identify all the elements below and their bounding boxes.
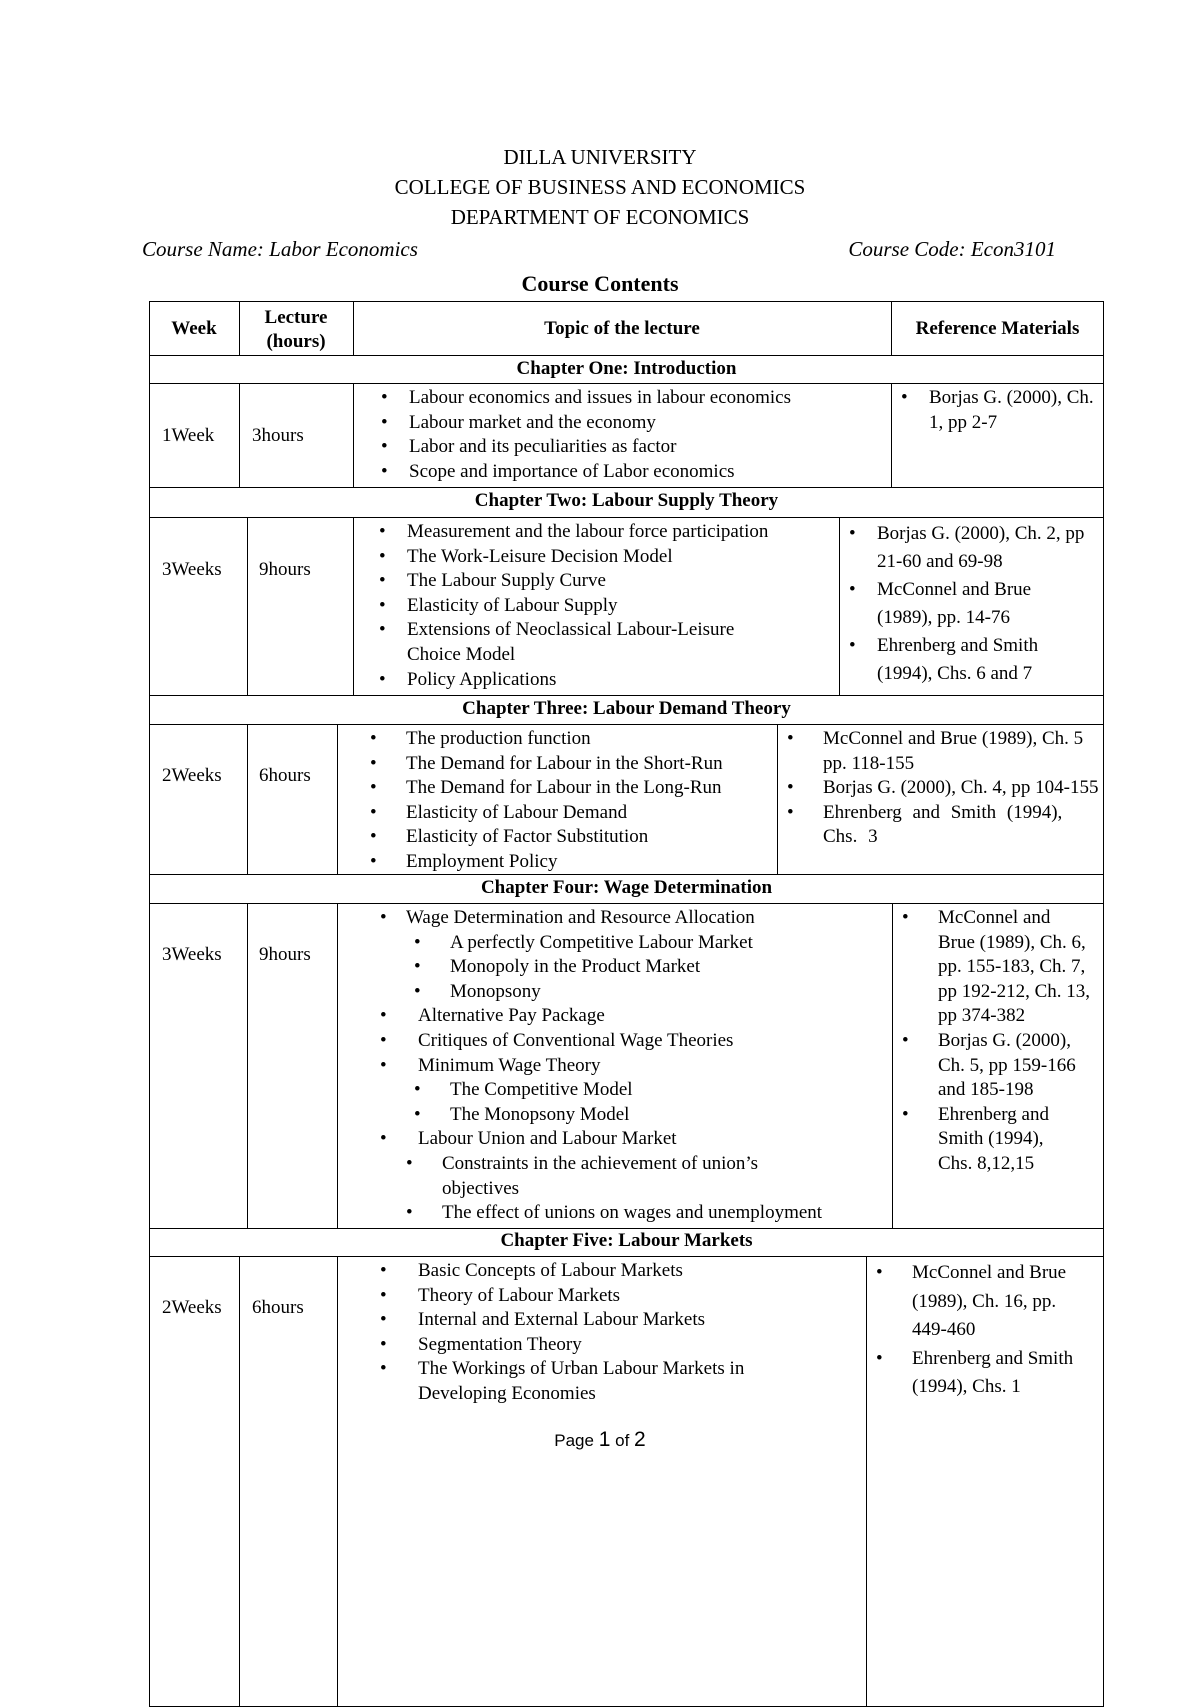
- document-header: [0, 142, 1200, 232]
- column-header-topic: Topic of the lecture: [544, 318, 700, 339]
- table-rule: [239, 383, 240, 487]
- list-item: • Ehrenberg and Smith (1994), Chs. 6 and 7: [839, 632, 1089, 688]
- table-rule: [149, 903, 1104, 904]
- reference-list: [777, 727, 1099, 850]
- list-item: • Labour economics and issues in labour economics: [371, 386, 886, 411]
- reference-list: [892, 906, 1092, 1177]
- hours-cell: 3hours: [252, 425, 304, 446]
- list-item: • Borjas G. (2000), Ch. 1, pp 2-7: [891, 386, 1096, 435]
- topic-list: [360, 727, 780, 875]
- week-cell: 3Weeks: [162, 559, 222, 580]
- department-name: DEPARTMENT OF ECONOMICS: [450, 205, 750, 229]
- chapter-title: Chapter One: Introduction: [516, 358, 737, 379]
- list-item: • Wage Determination and Resource Allocation: [370, 906, 885, 931]
- list-item: • McConnel and Brue (1989), pp. 14-76: [839, 576, 1089, 632]
- column-header-week: Week: [171, 318, 217, 339]
- list-item: • Critiques of Conventional Wage Theories: [370, 1029, 885, 1054]
- list-item: • Measurement and the labour force participation: [369, 520, 839, 545]
- list-item: • Ehrenberg and Smith (1994), Chs. 1: [866, 1345, 1094, 1402]
- list-item: • Segmentation Theory: [370, 1333, 800, 1358]
- reference-list: [891, 386, 1096, 435]
- table-rule: [149, 724, 1104, 725]
- table-rule: [353, 383, 354, 487]
- college-name: COLLEGE OF BUSINESS AND ECONOMICS: [394, 175, 806, 199]
- column-header-lecture-hours: Lecture (hours): [264, 307, 328, 352]
- list-item: • The Workings of Urban Labour Markets in Developing Economies: [370, 1357, 800, 1406]
- column-header-references: Reference Materials: [915, 318, 1080, 339]
- list-item: • Theory of Labour Markets: [370, 1284, 800, 1309]
- chapter-title: Chapter Three: Labour Demand Theory: [462, 698, 791, 719]
- list-item: • The Demand for Labour in the Short-Run: [360, 752, 780, 777]
- list-item: • Monopoly in the Product Market: [370, 955, 885, 980]
- list-item: • The Demand for Labour in the Long-Run: [360, 776, 780, 801]
- list-item: • Elasticity of Labour Demand: [360, 801, 780, 826]
- list-item: • The production function: [360, 727, 780, 752]
- list-item: • Basic Concepts of Labour Markets: [370, 1259, 800, 1284]
- chapter-title: Chapter Two: Labour Supply Theory: [474, 490, 779, 511]
- list-item: • The Work-Leisure Decision Model: [369, 545, 839, 570]
- list-item: • Borjas G. (2000), Ch. 5, pp 159-166 and 185-198: [892, 1029, 1092, 1103]
- list-item: • McConnel and Brue (1989), Ch. 5 pp. 118-155: [777, 727, 1099, 776]
- table-rule: [337, 724, 338, 874]
- topic-list: [371, 386, 886, 484]
- list-item: • Alternative Pay Package: [370, 1004, 885, 1029]
- hours-cell: 6hours: [252, 1297, 304, 1318]
- list-item: • Ehrenberg and Smith (1994), Chs. 8,12,15: [892, 1103, 1068, 1177]
- list-item: • McConnel and Brue (1989), Ch. 16, pp. 449-460: [866, 1259, 1094, 1345]
- table-rule: [239, 1256, 240, 1707]
- of-word: of: [615, 1431, 630, 1450]
- list-item: • The Labour Supply Curve: [369, 569, 839, 594]
- page-number: 1: [598, 1428, 611, 1451]
- list-item: • The Competitive Model: [370, 1078, 885, 1103]
- chapter-title: Chapter Five: Labour Markets: [500, 1230, 753, 1251]
- reference-list: [866, 1259, 1094, 1402]
- table-rule: [247, 903, 248, 1228]
- table-rule: [247, 724, 248, 874]
- week-cell: 3Weeks: [162, 944, 222, 965]
- table-rule: [149, 487, 1104, 488]
- list-item: • Borjas G. (2000), Ch. 4, pp 104-155: [777, 776, 1099, 801]
- list-item: • Constraints in the achievement of union’s objectives: [370, 1152, 802, 1201]
- page-footer: [0, 1428, 1200, 1452]
- list-item: • Labor and its peculiarities as factor: [371, 435, 886, 460]
- list-item: • Minimum Wage Theory: [370, 1054, 885, 1079]
- table-rule: [149, 1256, 1104, 1257]
- list-item: • A perfectly Competitive Labour Market: [370, 931, 885, 956]
- list-item: • Labour market and the economy: [371, 411, 886, 436]
- table-rule: [337, 903, 338, 1228]
- topic-list: [370, 906, 885, 1226]
- table-rule: [149, 517, 1104, 518]
- topic-list: [370, 1259, 800, 1407]
- topic-list: [369, 520, 839, 692]
- list-item: • McConnel and Brue (1989), Ch. 6, pp. 155-183, Ch. 7, pp 192-212, Ch. 13, pp 374-382: [892, 906, 1092, 1029]
- list-item: • Ehrenberg and Smith (1994), Chs. 3: [777, 801, 1099, 850]
- week-cell: 2Weeks: [162, 1297, 222, 1318]
- table-rule: [337, 1256, 338, 1707]
- page-word: Page: [554, 1431, 594, 1450]
- reference-list: [839, 520, 1089, 688]
- list-item: • Policy Applications: [369, 668, 839, 693]
- contents-title: Course Contents: [521, 271, 679, 296]
- table-rule: [149, 383, 1104, 384]
- week-cell: 1Week: [162, 425, 215, 446]
- list-item: • The Monopsony Model: [370, 1103, 885, 1128]
- course-code: Course Code: Econ3101: [848, 237, 1056, 261]
- university-name: DILLA UNIVERSITY: [503, 145, 697, 169]
- table-rule: [149, 695, 1104, 696]
- chapter-title: Chapter Four: Wage Determination: [480, 877, 773, 898]
- hours-cell: 6hours: [259, 765, 311, 786]
- list-item: • Elasticity of Labour Supply: [369, 594, 839, 619]
- table-rule: [149, 355, 1104, 356]
- list-item: • Elasticity of Factor Substitution: [360, 825, 780, 850]
- list-item: • Extensions of Neoclassical Labour-Leisure Choice Model: [369, 618, 787, 667]
- page-total: 2: [634, 1428, 646, 1451]
- list-item: • Employment Policy: [360, 850, 780, 875]
- list-item: • Monopsony: [370, 980, 885, 1005]
- hours-cell: 9hours: [259, 944, 311, 965]
- list-item: • The effect of unions on wages and unemployment: [370, 1201, 885, 1226]
- list-item: • Borjas G. (2000), Ch. 2, pp 21-60 and 69-98: [839, 520, 1089, 576]
- hours-cell: 9hours: [259, 559, 311, 580]
- list-item: • Labour Union and Labour Market: [370, 1127, 885, 1152]
- table-rule: [353, 517, 354, 695]
- list-item: • Scope and importance of Labor economics: [371, 460, 886, 485]
- course-name: Course Name: Labor Economics: [142, 237, 418, 261]
- table-rule: [247, 517, 248, 695]
- list-item: • Internal and External Labour Markets: [370, 1308, 800, 1333]
- week-cell: 2Weeks: [162, 765, 222, 786]
